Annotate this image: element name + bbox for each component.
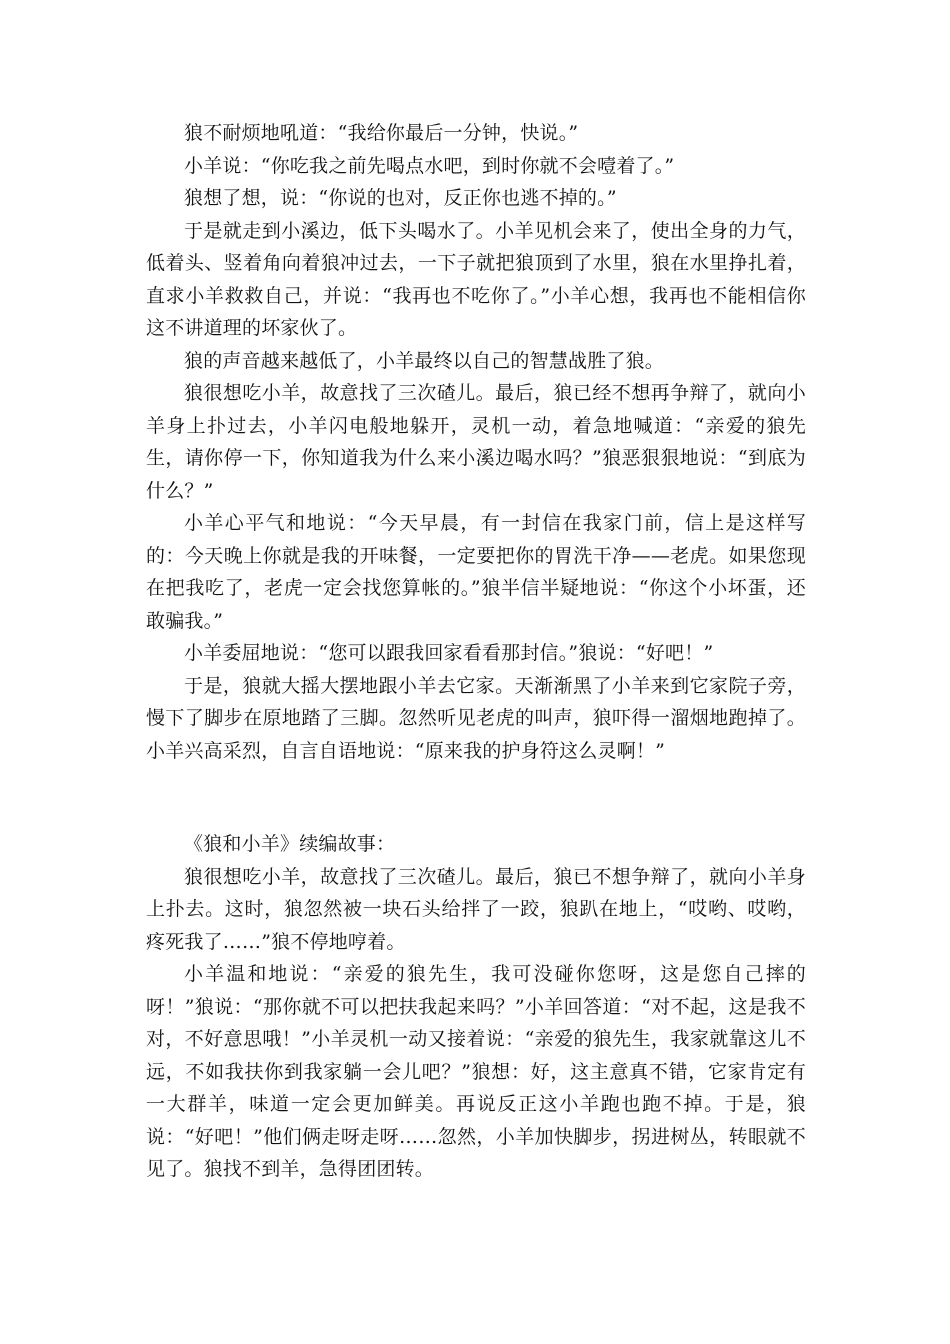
paragraph: 于是就走到小溪边，低下头喝水了。小羊见机会来了，使出全身的力气，低着头、竖着角向着狼冲过去，一下子就把狼顶到了水里，狼在水里挣扎着，直求小羊救救自己，并说：“我再也不吃你了。”小羊心想，我再也不能相信你这不讲道理的坏家伙了。: [146, 219, 806, 339]
story-body: [146, 117, 806, 767]
paragraph: 于是，狼就大摇大摆地跟小羊去它家。天渐渐黑了小羊来到它家院子旁，慢下了脚步在原地踏了三脚。忽然听见老虎的叫声，狼吓得一溜烟地跑掉了。小羊兴高采烈，自言自语地说：“原来我的护身符这么灵啊！”: [146, 674, 806, 762]
paragraph: 小羊说：“你吃我之前先喝点水吧，到时你就不会噎着了。”: [184, 154, 675, 177]
sequel-section: [146, 828, 806, 1186]
paragraph: 小羊温和地说：“亲爱的狼先生，我可没碰你您呀，这是您自己摔的呀！”狼说：“那你就不可以把扶我起来吗？”小羊回答道：“对不起，这是我不对，不好意思哦！”小羊灵机一动又接着说：“亲爱的狼先生，我家就靠这儿不远，不如我扶你到我家躺一会儿吧？”狼想：好，这主意真不错，它家肯定有一大群羊，味道一定会更加鲜美。再说反正这小羊跑也跑不掉。于是，狼说：“好吧！”他们俩走呀走呀……忽然，小羊加快脚步，拐进树丛，转眼就不见了。狼找不到羊，急得团团转。: [146, 963, 806, 1180]
paragraph: 狼想了想，说：“你说的也对，反正你也逃不掉的。”: [184, 187, 617, 209]
section-heading: 《狼和小羊》续编故事：: [184, 833, 396, 855]
paragraph: 狼的声音越来越低了，小羊最终以自己的智慧战胜了狼。: [184, 349, 665, 372]
paragraph: 狼不耐烦地吼道：“我给你最后一分钟，快说。”: [184, 122, 579, 144]
paragraph: 小羊委屈地说：“您可以跟我回家看看那封信。”狼说：“好吧！”: [184, 642, 714, 664]
paragraph: 狼很想吃小羊，故意找了三次碴儿。最后，狼已不想争辩了，就向小羊身上扑去。这时，狼忽然被一块石头给拌了一跤，狼趴在地上，“哎哟、哎哟，疼死我了……”狼不停地哼着。: [146, 865, 806, 953]
paragraph: 小羊心平气和地说：“今天早晨，有一封信在我家门前，信上是这样写的：今天晚上你就是我的开味餐，一定要把你的胃洗干净——老虎。如果您现在把我吃了，老虎一定会找您算帐的。”狼半信半疑地说：“你这个小坏蛋，还敢骗我。”: [146, 512, 806, 632]
paragraph: 狼很想吃小羊，故意找了三次碴儿。最后，狼已经不想再争辩了，就向小羊身上扑过去，小羊闪电般地躲开，灵机一动，着急地喊道：“亲爱的狼先生，请你停一下，你知道我为什么来小溪边喝水吗？”狼恶狠狠地说：“到底为什么？”: [146, 382, 806, 502]
